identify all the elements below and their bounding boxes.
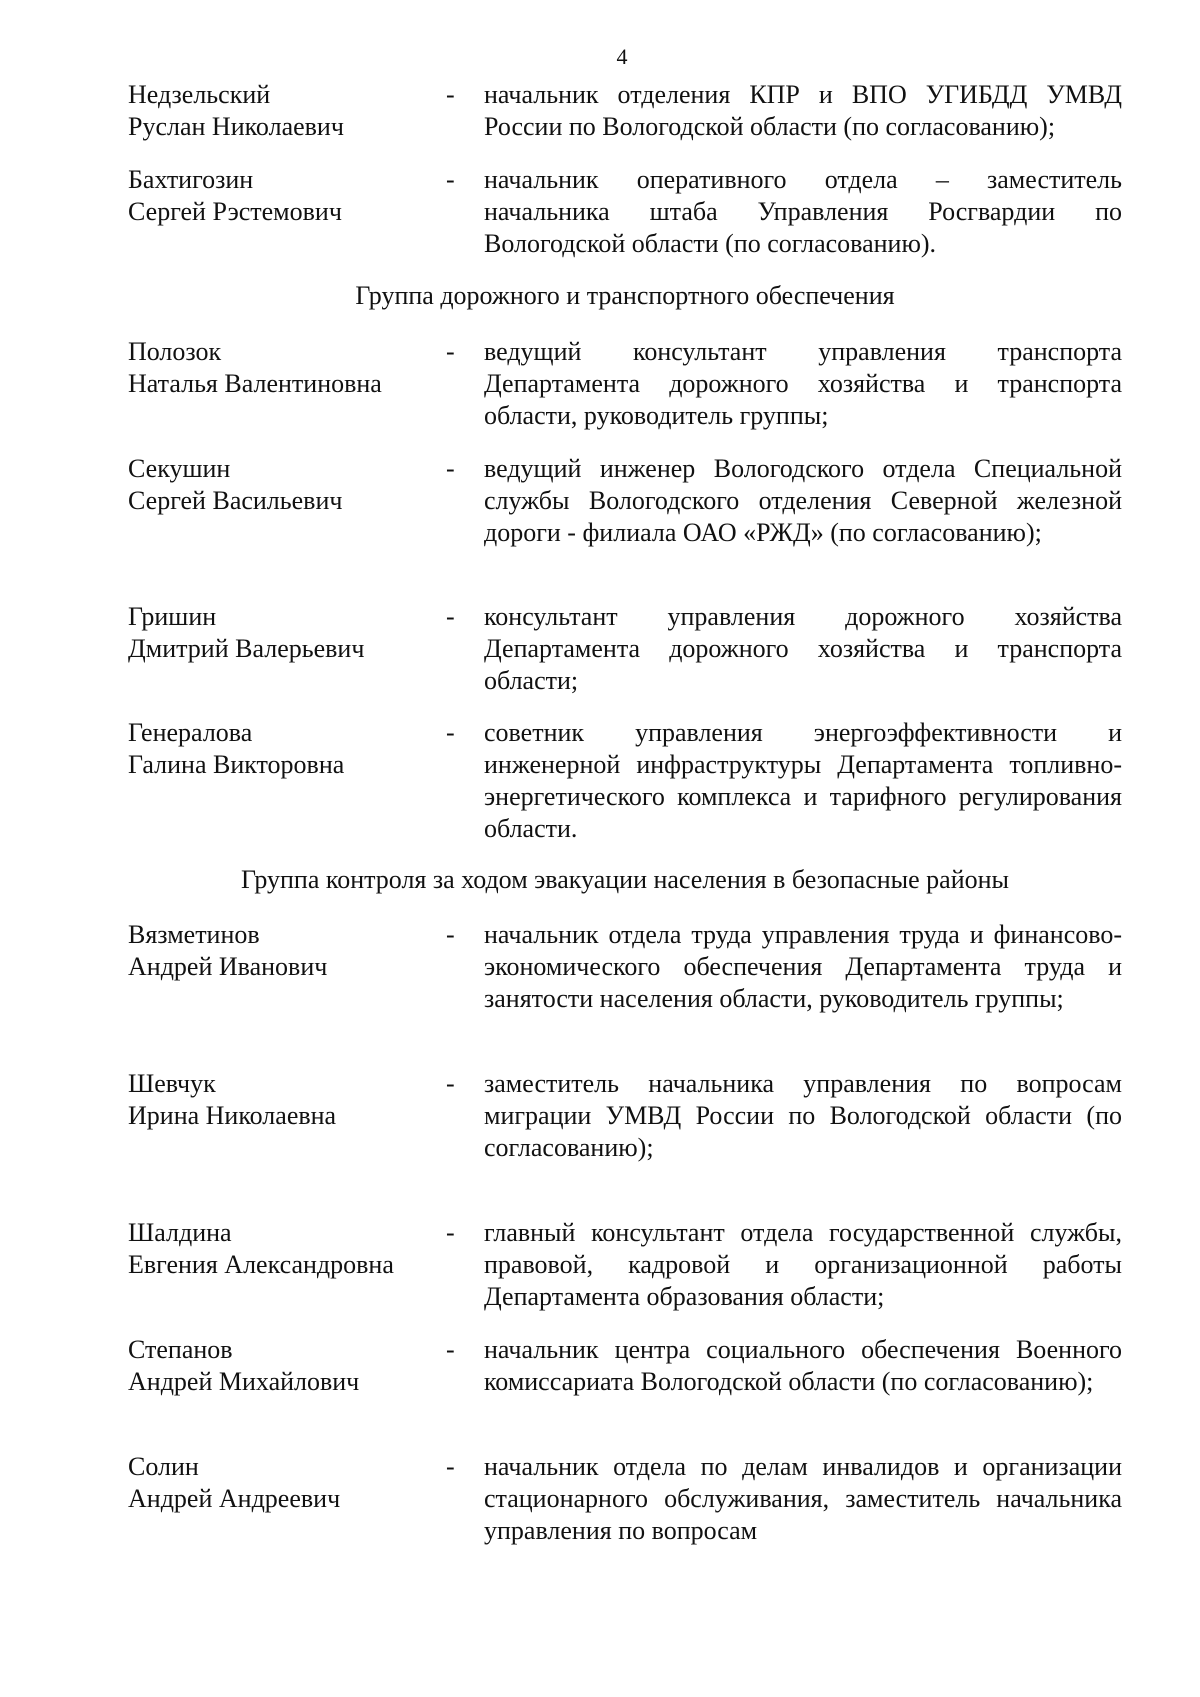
separator-dash: - [446, 1218, 455, 1247]
position-description: советник управления энергоэффективности и инженерной инфраструктуры Департамента топливно-энергетического комплекса и тарифного регулирования области. [484, 718, 1122, 843]
page-number: 4 [616, 44, 628, 69]
given-names: Андрей Иванович [128, 952, 328, 981]
list-item [128, 717, 1122, 845]
position-description: главный консультант отдела государственной службы, правовой, кадровой и организационной работы Департамента образования области; [484, 1218, 1122, 1311]
position-description: ведущий консультант управления транспорта Департамента дорожного хозяйства и транспорта области, руководитель группы; [484, 337, 1122, 430]
list-item [128, 336, 1122, 432]
position-description: начальник отдела труда управления труда и финансово-экономического обеспечения Департамента труда и занятости населения области, руководитель группы; [484, 920, 1122, 1013]
surname: Солин [128, 1452, 199, 1481]
given-names: Сергей Рэстемович [128, 197, 342, 226]
separator-dash: - [446, 1335, 455, 1364]
person-name [128, 1068, 448, 1132]
separator-dash: - [446, 1069, 455, 1098]
given-names: Евгения Александровна [128, 1250, 394, 1279]
person-name [128, 164, 448, 228]
position-description: начальник центра социального обеспечения Военного комиссариата Вологодской области (по согласованию); [484, 1335, 1122, 1396]
list-item [128, 1217, 1122, 1313]
position-description: начальник оперативного отдела – заместитель начальника штаба Управления Росгвардии по Вологодской области (по согласованию). [484, 165, 1122, 258]
surname: Степанов [128, 1335, 233, 1364]
separator-dash: - [446, 337, 455, 366]
surname: Недзельский [128, 80, 271, 109]
separator-dash: - [446, 1452, 455, 1481]
group-title: Группа контроля за ходом эвакуации населения в безопасные районы [240, 865, 1010, 894]
surname: Генералова [128, 718, 253, 747]
separator-dash: - [446, 920, 455, 949]
position-description: начальник отделения КПР и ВПО УГИБДД УМВД России по Вологодской области (по согласованию); [484, 80, 1122, 141]
surname: Вязметинов [128, 920, 260, 949]
list-item [128, 601, 1122, 697]
position-description: ведущий инженер Вологодского отдела Специальной службы Вологодского отделения Северной железной дороги - филиала ОАО «РЖД» (по согласованию); [484, 454, 1122, 547]
person-name [128, 1217, 448, 1281]
person-name [128, 601, 448, 665]
surname: Бахтигозин [128, 165, 254, 194]
given-names: Дмитрий Валерьевич [128, 634, 365, 663]
list-item [128, 453, 1122, 549]
group-title: Группа дорожного и транспортного обеспечения [355, 281, 895, 310]
person-name [128, 919, 448, 983]
list-item [128, 1451, 1122, 1547]
separator-dash: - [446, 454, 455, 483]
position-description: консультант управления дорожного хозяйства Департамента дорожного хозяйства и транспорта области; [484, 602, 1122, 695]
given-names: Андрей Михайлович [128, 1367, 360, 1396]
given-names: Сергей Васильевич [128, 486, 343, 515]
list-item [128, 919, 1122, 1015]
given-names: Наталья Валентиновна [128, 369, 382, 398]
given-names: Руслан Николаевич [128, 112, 344, 141]
surname: Секушин [128, 454, 231, 483]
given-names: Ирина Николаевна [128, 1101, 337, 1130]
person-name [128, 1334, 448, 1398]
given-names: Андрей Андреевич [128, 1484, 341, 1513]
surname: Полозок [128, 337, 222, 366]
surname: Шевчук [128, 1069, 216, 1098]
separator-dash: - [446, 718, 455, 747]
list-item [128, 164, 1122, 260]
position-description: начальник отдела по делам инвалидов и организации стационарного обслуживания, заместитель начальника управления по вопросам [484, 1452, 1122, 1545]
given-names: Галина Викторовна [128, 750, 345, 779]
person-name [128, 717, 448, 781]
position-description: заместитель начальника управления по вопросам миграции УМВД России по Вологодской области (по согласованию); [484, 1069, 1122, 1162]
list-item [128, 79, 1122, 143]
surname: Гришин [128, 602, 217, 631]
separator-dash: - [446, 165, 455, 194]
person-name [128, 79, 448, 143]
separator-dash: - [446, 80, 455, 109]
separator-dash: - [446, 602, 455, 631]
surname: Шалдина [128, 1218, 232, 1247]
list-item [128, 1068, 1122, 1164]
person-name [128, 336, 448, 400]
person-name [128, 1451, 448, 1515]
person-name [128, 453, 448, 517]
list-item [128, 1334, 1122, 1398]
